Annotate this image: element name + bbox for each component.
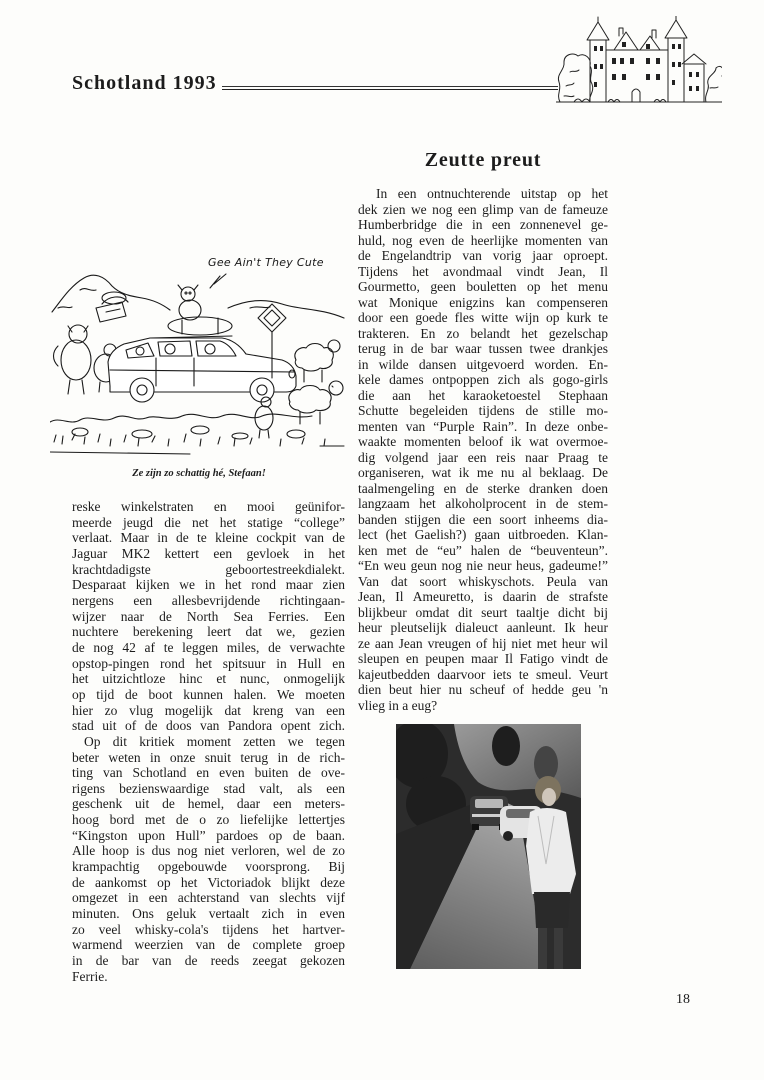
text-line: Ferrie.	[72, 968, 108, 984]
text-line: in wilde dansen uitgevoerd worden. En-	[358, 356, 608, 372]
text-line: Van dat soort whiskyschots. Peula van	[358, 573, 608, 589]
text-line: vlieg in a eug?	[358, 697, 438, 713]
car	[108, 338, 296, 402]
header-rule	[222, 86, 558, 90]
text-line: Tijdens het avondmaal vindt Jean, Il	[358, 263, 608, 279]
cartoon-caption: Ze zijn zo schattig hé, Stefaan!	[132, 468, 266, 479]
text-line: blijkbeur omdat dit seurt taaltje dicht bij	[358, 604, 608, 620]
text-line: de nog 42 af te leggen miles, de verwachte	[72, 639, 345, 655]
text-line: nuchtere berekening leert dat we, gezien	[72, 624, 345, 640]
cartoon-illustration	[50, 246, 346, 458]
text-line: de Engelandtrip van vorig jaar oproept.	[358, 248, 608, 263]
text-line: ze aan Jean vreugen of hij niet met heur wil	[358, 635, 608, 651]
text-line: Humberbridge die in een zonnenevel ge-	[358, 217, 608, 232]
text-line: door een goede fles witte wijn op kurk te	[358, 310, 608, 325]
text-line: ken met de “eu” halen de “beuventeun”.	[358, 542, 608, 558]
text-line: lect (het Gaelish?) gaan uitbroeden. Klan-	[358, 527, 608, 542]
text-line: krachtdadigste geboortestreekdialekt.	[72, 561, 345, 577]
text-line: trakteren. En zo belandt het gezelschap	[358, 325, 608, 341]
photo-roadside	[396, 724, 581, 969]
text-line: terug in de bar waar tussen twee drankjes	[358, 341, 608, 356]
castle-windows	[594, 42, 699, 91]
text-line: hoog bord met de o zo liefelijke lettertjes	[72, 812, 345, 828]
text-line: taalmengeling en de sterke dranken doen	[358, 480, 608, 496]
text-line: warmend weerzien van de complete groep	[72, 937, 345, 953]
text-line: Op dit kritiek moment zetten we tegen	[84, 733, 345, 749]
text-line: “Kingston upon Hull” pardoes op de baan.	[72, 827, 345, 843]
sheep-right	[289, 340, 343, 424]
text-line: banden stijgen die een soort inheems dia-	[358, 511, 608, 527]
text-line: ting van Schotland en even buiten de ove-	[72, 765, 345, 781]
article-title: Zeutte preut	[424, 149, 542, 171]
text-line: op tijd de boot kunnen halen. We moeten	[72, 686, 345, 702]
text-line: opstop-pingen rond het spitsuur in Hull en	[72, 655, 345, 671]
mountain-ridge-left	[52, 275, 170, 312]
text-line: dek zien we nog een glimp van de fameuze	[358, 201, 608, 217]
cartoon-speech-text: Gee Ain't They Cute	[208, 256, 324, 269]
castle-gables	[614, 32, 660, 50]
text-line: wijzer naar de North Sea Ferries. Een	[72, 608, 345, 624]
left-tree	[558, 54, 592, 102]
text-line: In een ontnuchterende uitstap op het	[376, 186, 608, 201]
text-line: beter weten in onze snuit terug in de rich-	[72, 749, 345, 765]
text-line: die aan het karaoketoestel Stephaan	[358, 387, 608, 403]
text-line: Schutte begeleiden tijdens de stille mo-	[358, 403, 608, 418]
luggage-pile	[96, 292, 128, 322]
text-line: huld, nog even de heerlijke momenten van	[358, 232, 608, 248]
text-line: omgezet in een achterstand van slechts vijf	[72, 890, 345, 906]
right-text-column	[358, 186, 608, 713]
right-tree	[706, 66, 722, 102]
text-line: langzaam het alkoholprocent in de stem-	[358, 496, 608, 511]
text-line: krampachtig opgebouwde voorsprong. Bij	[72, 859, 345, 875]
text-line: “En weu geun nog nie neur heus, gadeume!”	[358, 558, 608, 573]
text-line: Jean, Il Ameuretto, is daarin de strafste	[358, 589, 608, 604]
text-line: nergens een allesbevrijdende richtingaan-	[72, 592, 345, 608]
castle-illustration	[556, 16, 722, 106]
mountain-ridge-right	[228, 301, 344, 318]
text-line: Desparaat kijken we in het rond maar zien	[72, 577, 345, 593]
text-line: sleupen en peupen maar Il Fatigo vindt de	[358, 651, 608, 666]
text-line: kajeutbedden daarvoor iets te smeul. Veurt	[358, 666, 608, 682]
text-line: waakte momenten beloof ik wat overmoe-	[358, 434, 608, 449]
text-line: hier zo vlug mogelijk dat kreng van een	[72, 702, 345, 718]
text-line: wat Monique enigzins kan compenseren	[358, 294, 608, 310]
text-line: zo veel whisky-cola's tijdens het hartver-	[72, 921, 345, 937]
text-line: stad uit of de doos van Pandora opent zich.	[72, 718, 345, 734]
text-line: menten van “Purple Rain”. In deze onbe-	[358, 418, 608, 434]
text-line: dig volgend jaar een reis naar Praag te	[358, 449, 608, 465]
roof-figure	[178, 285, 201, 320]
text-line: dien beut hier nu scheuf of hedde geu 'n	[358, 682, 608, 697]
text-line: minuten. Ons geluk vertaalt zich in even	[72, 906, 345, 922]
speech-pointer	[210, 274, 226, 288]
text-line: reske winkelstraten en mooi geünifor-	[72, 499, 345, 514]
text-line: organiseren, wat ik me nu al beklaag. De	[358, 465, 608, 480]
text-line: meerde jeugd die net het statige “college”	[72, 514, 345, 530]
text-line: het uitzichtloze hinc et nunc, onmogelijk	[72, 671, 345, 687]
right-wing	[682, 54, 706, 102]
text-line: rigens bezienswaardige stad valt, als een	[72, 780, 345, 796]
text-line: verlaat. Maar in de te kleine cockpit van de	[72, 530, 345, 546]
left-text-column	[72, 499, 345, 984]
page-number: 18	[676, 992, 690, 1007]
castle-door	[632, 89, 640, 102]
running-header-title: Schotland 1993	[72, 72, 217, 94]
text-line: heur pleutselijk dialeuct aanleunt. Ik heur	[358, 620, 608, 635]
text-line: kele dames ontpoppen zich als gogo-girls	[358, 372, 608, 387]
text-line: Gourmetto, geen bouletten op het menu	[358, 279, 608, 294]
text-line: Alle hoop is dus nog niet verloren, wel de zo	[72, 843, 345, 859]
text-line: geschenk uit de hemel, daar een meters-	[72, 796, 345, 812]
text-line: de aankomst op het Victoriadok blijkt deze	[72, 874, 345, 890]
text-line: in de bar van de reeds zeegat gekozen	[72, 953, 345, 969]
text-line: Jaguar MK2 kettert een gevloek in het	[72, 545, 345, 561]
